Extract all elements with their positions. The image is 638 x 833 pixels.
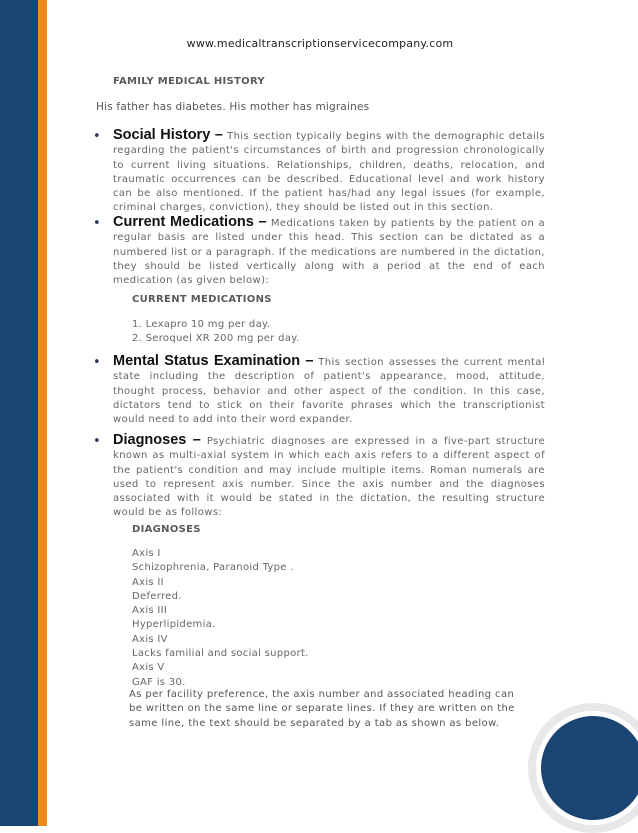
list-item: GAF is 30. xyxy=(132,676,186,688)
left-blue-bar xyxy=(0,0,38,826)
list-item: 1. Lexapro 10 mg per day. xyxy=(132,319,271,330)
section-current-medications xyxy=(93,214,545,288)
list-item: Hyperlipidemia. xyxy=(132,619,216,631)
section-social-history xyxy=(93,127,545,216)
closing-paragraph: As per facility preference, the axis number and associated heading can be written on the same line or separate lines. If they are written on the same line, the text should be separated by a tab as shown as below. xyxy=(129,689,515,729)
list-item: Deferred. xyxy=(132,590,182,602)
list-item: Schizophrenia, Paranoid Type . xyxy=(132,562,294,574)
list-item: Axis V xyxy=(132,662,165,674)
current-medications-subheading: CURRENT MEDICATIONS xyxy=(132,294,272,305)
current-medications-text: Medications taken by patients by the patient on a regular basis are listed under this head. This section can be dictated as a numbered list or a paragraph. If the medications are numbered in the dictation, they should be listed vertically along with a period at the end of each medication (as given below): xyxy=(113,218,545,287)
medications-list xyxy=(132,318,299,347)
diagnoses-subheading: DIAGNOSES xyxy=(132,524,201,535)
list-item: Lacks familial and social support. xyxy=(132,648,309,660)
mental-status-text: This section assesses the current mental state including the description of patient's appearance, mood, attitude, thought process, behavior and other aspect of the condition. In this case, dictators tend to stick on their favorite phrases which the transcriptionist would need to add into their word expander. xyxy=(113,357,545,426)
corner-circle-fill xyxy=(541,716,638,820)
list-item: Axis IV xyxy=(132,633,168,645)
list-item: Axis I xyxy=(132,548,161,559)
diagnoses-text: Psychiatric diagnoses are expressed in a five-part structure known as multi-axial system in which each axis refers to a different aspect of the patient's condition and may include multiple items. Roman numerals are used to represent axis number. Since the axis number and the diagnoses associated with it would be stated in the dictation, the resulting structure would be as follows: xyxy=(113,436,545,519)
list-item: Axis III xyxy=(132,605,168,617)
bullet-icon: • xyxy=(93,129,101,144)
family-history-heading: FAMILY MEDICAL HISTORY xyxy=(113,76,265,87)
diagnoses-list xyxy=(132,547,309,690)
family-history-text: His father has diabetes. His mother has migraines xyxy=(96,101,370,113)
mental-status-title: Mental Status Examination – xyxy=(113,353,314,369)
section-diagnoses xyxy=(93,432,545,521)
list-item: 2. Seroquel XR 200 mg per day. xyxy=(132,333,300,345)
current-medications-title: Current Medications – xyxy=(113,214,267,230)
list-item: Axis II xyxy=(132,576,164,588)
diagnoses-title: Diagnoses – xyxy=(113,432,201,448)
header-url[interactable]: www.medicaltranscriptionservicecompany.com xyxy=(186,37,454,50)
bullet-icon: • xyxy=(93,216,101,231)
social-history-text: This section typically begins with the demographic details regarding the patient's circumstances of birth and progression chronologically to current living situations. Relationships, children, deaths, relocation, and traumatic occurrences can be described. Educational level and work history can be also mentioned. If the patient has/had any legal issues (for example, criminal charges, conviction), they should be listed out in this section. xyxy=(113,131,545,214)
bullet-icon: • xyxy=(93,355,101,370)
left-orange-bar xyxy=(38,0,47,826)
social-history-title: Social History – xyxy=(113,127,223,143)
section-mental-status xyxy=(93,353,545,427)
bullet-icon: • xyxy=(93,434,101,449)
